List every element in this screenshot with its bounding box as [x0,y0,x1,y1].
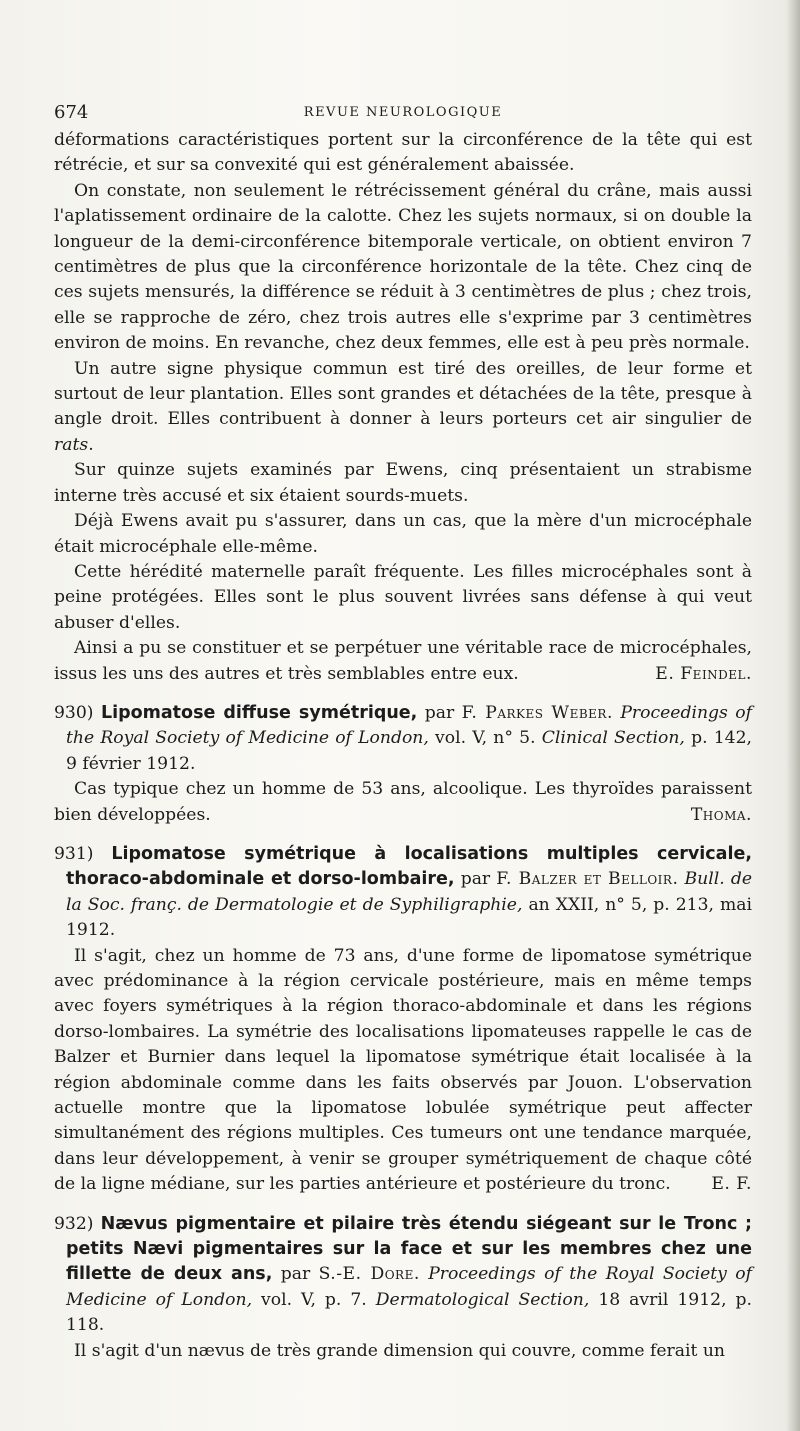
entry-body [54,777,752,828]
text-run: Un autre signe physique commun est tiré des oreilles, de leur forme et surtout de leur plantation. Elles sont grandes et détachées de la tête, presque à angle droit. Elles contribuent à donner à leurs porteurs cet air singulier de [54,358,752,430]
entry-authors: F. Balzer et Belloir. [496,869,679,890]
paragraph: Cette hérédité maternelle paraît fréquente. Les filles microcéphales sont à peine protégées. Elles sont le plus souvent livrées sans défense à qui veut abuser d'elles. [54,561,752,633]
entry-number: 932) [54,1213,94,1234]
abstract-entry [54,842,752,1198]
page-header [54,98,752,128]
text-run: Cas typique chez un homme de 53 ans, alcoolique. Les thyroïdes paraissent bien développées. [54,779,752,825]
entry-heading [54,842,752,944]
entry-heading [54,701,752,777]
paragraph: Sur quinze sujets examinés par Ewens, cinq présentaient un strabisme interne très accusé et six étaient sourds-muets. [54,460,752,506]
paragraph: Déjà Ewens avait pu s'assurer, dans un cas, que la mère d'un microcéphale était microcéphale elle-même. [54,511,752,557]
running-title: REVUE NEUROLOGIQUE [303,105,503,120]
entry-source: Bull. de la Soc. franç. de Dermatologie et de Syphiligraphie, [66,869,752,915]
entry-body [54,944,752,1198]
by-word: par [280,1264,311,1285]
text-run: Ainsi a pu se constituer et se perpétuer une véritable race de microcéphales, issus les uns des autres et très semblables entre eux. [54,638,752,684]
entry-details: 18 avril 1912, p. 118. [66,1289,752,1336]
entry-title: Nævus pigmentaire et pilaire très étendu siégeant sur le Tronc ; petits Nævi pigmentaires sur la face et sur les membres chez une fillette de deux ans, [66,1213,752,1285]
entry-title: Lipomatose diffuse symétrique, [100,702,418,723]
paragraph [54,357,752,459]
entry-details: p. 142, 9 février 1912. [66,728,753,774]
paragraph [54,636,752,687]
entry-number: 931) [54,843,94,864]
page-number: 674 [54,102,89,123]
abstract-entry [54,701,752,828]
entry-section: Dermatological Section, [375,1289,590,1310]
by-word: par [424,702,455,723]
author-signature: Thoma. [690,804,752,825]
paragraph: déformations caractéristiques portent sur la circonférence de la tête qui est rétrécie, et sur sa convexité qui est généralement abaissée. [54,130,752,176]
entry-title: Lipomatose symétrique à localisations multiples cervicale, thoraco-abdominale et dorso-lombaire, [66,843,753,890]
scan-shadow-edge [786,0,800,1431]
intro-section [54,128,752,687]
by-word: par [460,869,491,890]
entry-details: vol. V, n° 5. [435,728,536,749]
text-run: . [88,434,94,455]
entry-number: 930) [54,702,94,723]
entry-section: Clinical Section, [541,728,685,749]
entry-authors: S.-E. Dore. [318,1264,420,1285]
paragraph: On constate, non seulement le rétrécissement général du crâne, mais aussi l'aplatissement ordinaire de la calotte. Chez les sujets normaux, si on double la longueur de la demi-circonférence bitemporale verticale, on obtient environ 7 centimètres de plus que la circonférence horizontale de la tête. Chez cinq de ces sujets mensurés, la différence se réduit à 3 centimètres de plus ; chez trois, elle se rapproche de zéro, chez trois autres elle s'exprime par 3 centimètres environ de moins. En revanche, chez deux femmes, elle est à peu près normale. [54,180,752,354]
entry-source: Proceedings of the Royal Society of Medicine of London, [66,702,752,749]
entry-details: vol. V, p. 7. [261,1289,367,1310]
abstract-entry [54,1212,752,1364]
entry-body: Il s'agit d'un nævus de très grande dimension qui couvre, comme ferait un [74,1340,725,1361]
author-signature: E. Feindel. [655,663,752,684]
entry-heading [54,1212,752,1339]
italic-word: rats [54,434,89,455]
entry-authors: F. Parkes Weber. [461,702,613,723]
author-signature: E. F. [711,1174,752,1195]
text-run: Il s'agit, chez un homme de 73 ans, d'une forme de lipomatose symétrique avec prédominance à la région cervicale postérieure, mais en même temps avec foyers symétriques à la région thoraco-abdominale et dans les régions dorso-lombaires. La symétrie des localisations lipomateuses rappelle le cas de Balzer et Burnier dans lequel la lipomatose symétrique était localisée à la région abdominale comme dans les faits observés par Jouon. L'observation actuelle montre que la lipomatose lobulée symétrique peut affecter simultanément des régions multiples. Ces tumeurs ont une tendance marquée, dans leur développement, à venir se grouper symétriquement de chaque côté de la ligne médiane, sur les parties antérieure et postérieure du tronc. [54,945,752,1195]
entry-source: Proceedings of the Royal Society of Medicine of London, [66,1264,752,1310]
entry-details: an XXII, n° 5, p. 213, mai 1912. [66,894,753,941]
